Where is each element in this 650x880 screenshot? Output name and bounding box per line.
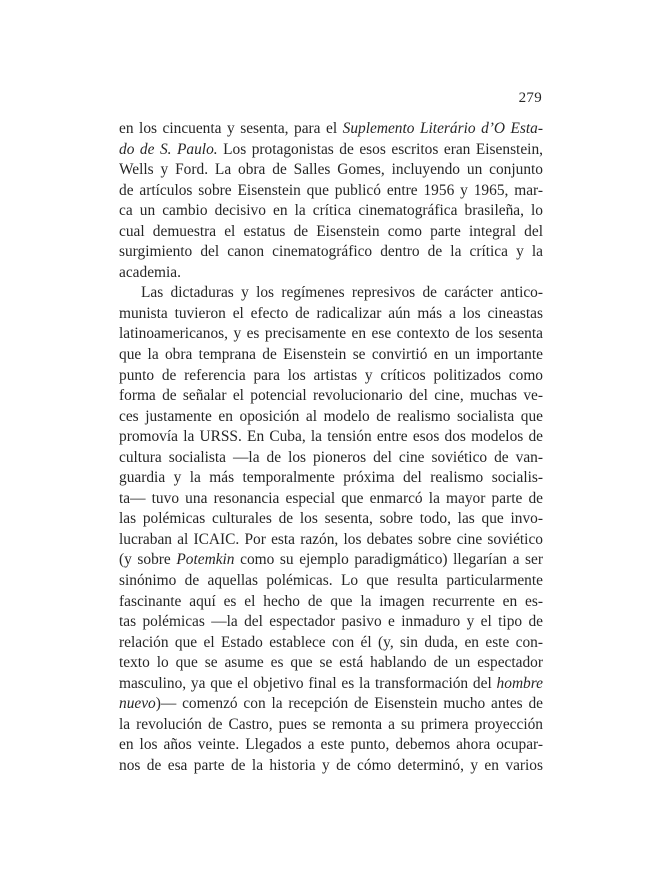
text-segment: en los años veinte. Llegados a este punto, debemos ahora ocupar- [119,736,543,754]
text-segment: de artículos sobre Eisenstein que publicó entre 1956 y 1965, mar- [119,181,543,199]
text-line [119,427,543,448]
text-line [119,550,543,571]
text-line [119,242,543,263]
text-segment: ta— tuvo una resonancia especial que enmarcó la mayor parte de [119,489,543,507]
text-segment: texto lo que se asume es que se está hablando de un espectador [119,654,543,672]
text-segment: nos de esa parte de la historia y de cómo determinó, y en varios [119,756,543,774]
italic-text: do de S. Paulo. [119,140,218,158]
italic-text: nuevo [119,695,156,713]
text-segment: (y sobre [119,551,177,569]
text-line [119,756,543,777]
text-line [119,509,543,530]
text-segment: ca un cambio decisivo en la crítica cinematográfica brasileña, lo [119,202,543,220]
text-segment: fascinante aquí es el hecho de que la imagen recurrente en es- [119,592,543,610]
italic-text: Potemkin [176,551,235,569]
italic-text: hombre [496,674,543,692]
text-segment: latinoamericanos, y es precisamente en ese contexto de los sesenta [119,325,543,343]
text-segment: masculino, ya que el objetivo final es la transformación del [119,674,497,692]
body-text [119,119,543,777]
text-line [119,674,543,695]
text-line [119,633,543,654]
text-line [119,345,543,366]
text-line [119,715,543,736]
text-line [119,263,543,284]
text-segment: cultura socialista —la de los pioneros del cine soviético de van- [119,448,543,466]
text-segment: promovía la URSS. En Cuba, la tensión entre esos dos modelos de [119,428,543,446]
text-segment: que la obra temprana de Eisenstein se convirtió en un importante [119,346,543,364]
text-line [119,201,543,222]
text-segment: como su ejemplo paradigmático) llegarían a ser [234,551,543,569]
italic-text: Suplemento Literário d’O Esta- [342,120,544,137]
text-segment: )— comenzó con la recepción de Eisenstein mucho antes de [155,695,543,713]
text-line [119,160,543,181]
text-segment: sinónimo de aquellas polémicas. Lo que resulta particularmente [119,572,543,590]
text-segment: surgimiento del canon cinematográfico dentro de la crítica y la [119,243,543,261]
text-segment: la revolución de Castro, pues se remonta a su primera proyección [119,715,543,733]
text-line [119,386,543,407]
text-segment: guardia y la más temporalmente próxima del realismo socialis- [119,469,543,487]
text-line [119,181,543,202]
text-segment: Wells y Ford. La obra de Salles Gomes, incluyendo un conjunto [119,161,543,179]
text-line [119,119,543,140]
text-line [119,468,543,489]
text-segment: las polémicas culturales de los sesenta, sobre todo, las que invo- [119,510,543,528]
text-line [119,324,543,345]
text-segment: Las dictaduras y los regímenes represivos de carácter antico- [141,284,543,302]
text-segment: forma de señalar el potencial revolucionario del cine, muchas ve- [119,387,543,405]
text-line [119,612,543,633]
text-line [119,735,543,756]
text-line [119,304,543,325]
text-line [119,694,543,715]
text-line [119,592,543,613]
text-segment: tas polémicas —la del espectador pasivo e inmaduro y el tipo de [119,613,543,631]
text-segment: punto de referencia para los artistas y críticos politizados como [119,366,543,384]
text-line [119,653,543,674]
text-segment: ces justamente en oposición al modelo de realismo socialista que [119,407,543,425]
text-segment: Los protagonistas de esos escritos eran Eisenstein, [217,140,543,158]
text-line [119,222,543,243]
text-segment: cual demuestra el estatus de Eisenstein como parte integral del [119,222,543,240]
text-line [119,140,543,161]
text-line [119,489,543,510]
text-line [119,530,543,551]
text-line [119,571,543,592]
text-line [119,448,543,469]
text-line [119,407,543,428]
text-segment: relación que el Estado establece con él (y, sin duda, en este con- [119,633,543,651]
text-segment: munista tuvieron el efecto de radicalizar aún más a los cineastas [119,304,543,322]
page-number: 279 [518,90,542,106]
text-segment: lucraban al ICAIC. Por esta razón, los debates sobre cine soviético [119,530,543,548]
text-line [119,366,543,387]
text-segment: academia. [119,263,181,281]
text-segment: en los cincuenta y sesenta, para el [119,120,343,137]
text-line [119,283,543,304]
